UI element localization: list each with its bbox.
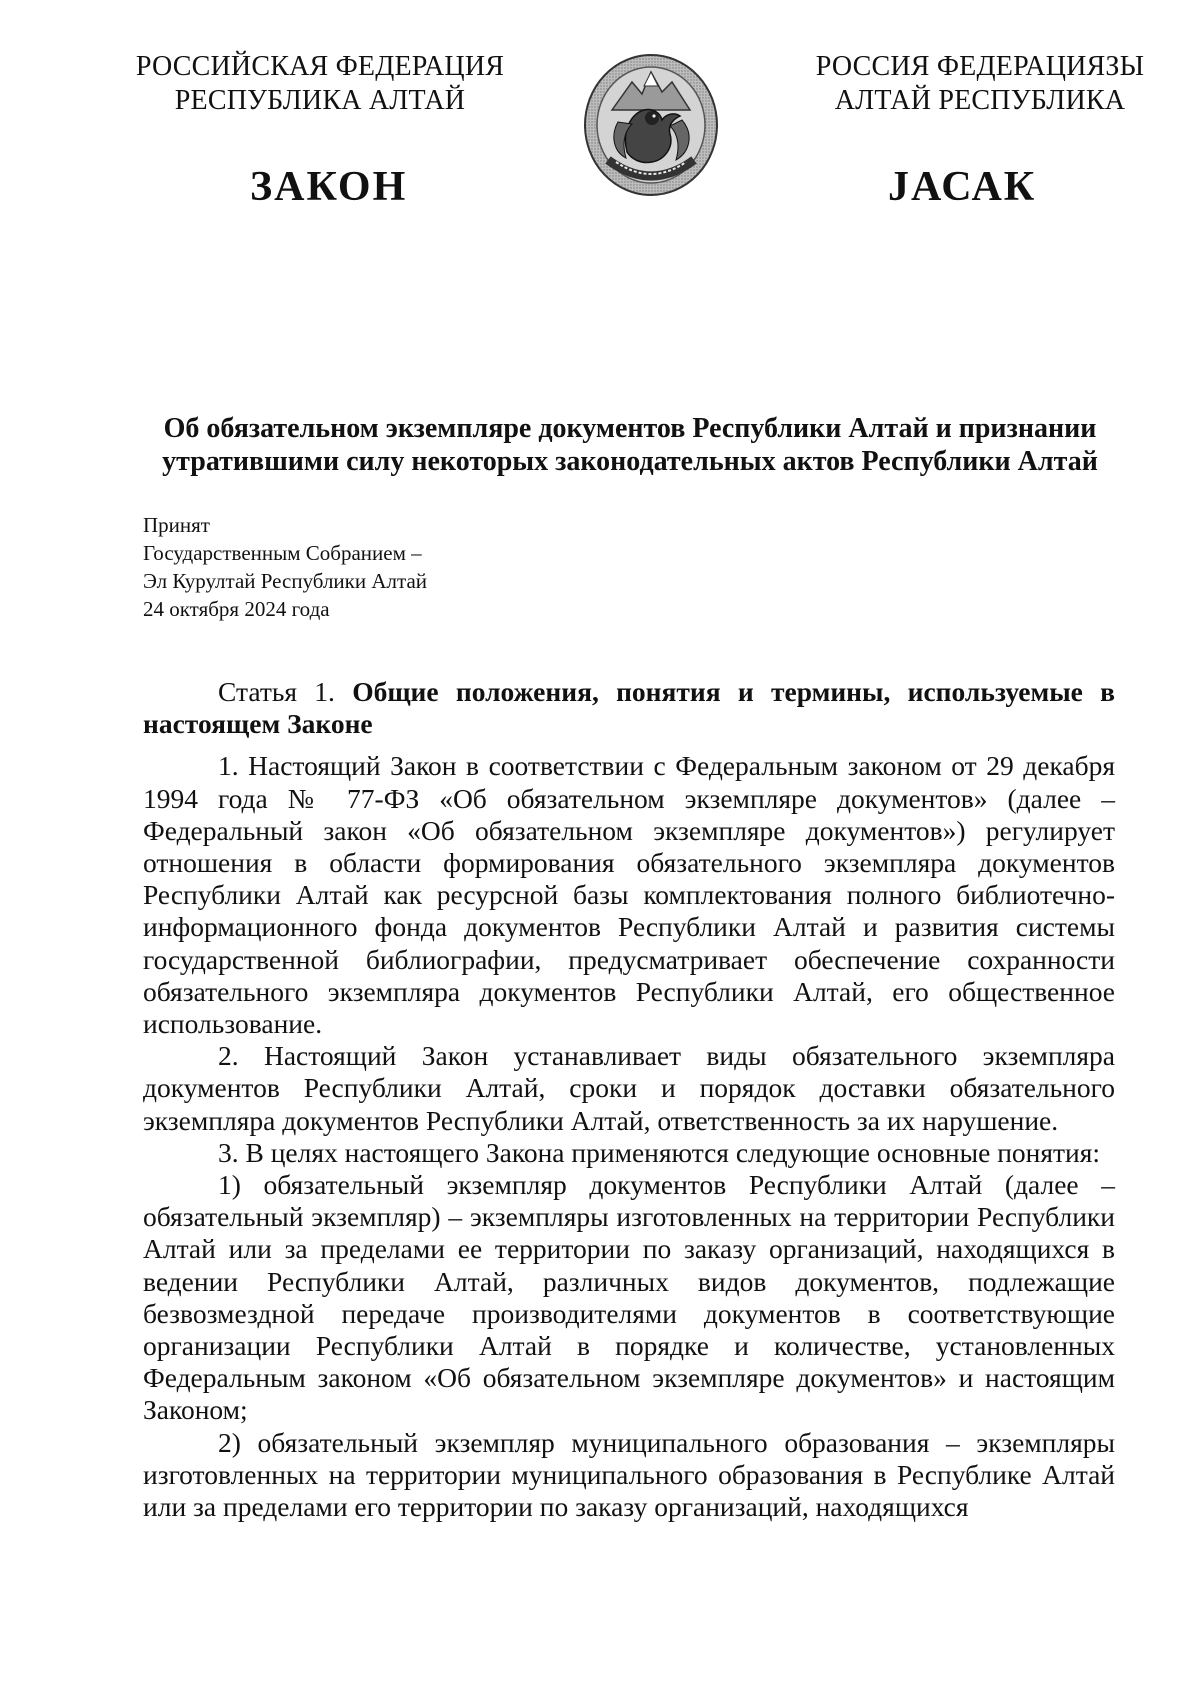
article-heading bbox=[143, 676, 1115, 740]
paragraph-1: 1. Настоящий Закон в соответствии с Федеральным законом от 29 декабря 1994 года № 77-ФЗ «Об обязательном экземпляре документов» (далее – Федеральный закон «Об обязательном экземпляре документов») регулирует отношения в области формирования обязательного экземпляра документов Республики Алтай как ресурсной базы комплектования полного библиотечно-информационного фонда документов Республики Алтай и развития системы государственной библиографии, предусматривает обеспечение сохранности обязательного экземпляра документов Республики Алтай, его общественное использование. bbox=[143, 750, 1115, 1040]
header-left-line-2: РЕСПУБЛИКА АЛТАЙ bbox=[174, 85, 466, 116]
document-title bbox=[140, 412, 1120, 478]
paragraph-3-item-1: 1) обязательный экземпляр документов Республики Алтай (далее – обязательный экземпляр) – экземпляры изготовленных на территории Республики Алтай или за пределами ее территории по заказу организаций, находящихся в ведении Республики Алтай, различных видов документов, подлежащие безвозмездной передаче производителями документов в соответствующие организации Республики Алтай в порядке и количестве, установленных Федеральным законом «Об обязательном экземпляре документов» и настоящим Законом; bbox=[143, 1169, 1115, 1426]
coat-of-arms-icon bbox=[582, 52, 720, 198]
paragraph-3-item-2: 2) обязательный экземпляр муниципального образования – экземпляры изготовленных на территории муниципального образования в Республике Алтай или за пределами его территории по заказу организаций, находящихся bbox=[143, 1426, 1115, 1523]
paragraph-3: 3. В целях настоящего Закона применяются следующие основные понятия: bbox=[218, 1136, 1101, 1168]
adoption-block bbox=[143, 511, 427, 623]
adoption-line-2: Государственным Собранием – bbox=[143, 541, 422, 565]
header-right-line-1: РОССИЯ ФЕДЕРАЦИЯЗЫ bbox=[815, 51, 1145, 82]
adoption-line-1: Принят bbox=[143, 513, 210, 537]
adoption-date: 24 октября 2024 года bbox=[143, 597, 330, 621]
header-left-line-1: РОССИЙСКАЯ ФЕДЕРАЦИЯ bbox=[135, 51, 505, 82]
header-left bbox=[110, 50, 530, 118]
header-right bbox=[770, 50, 1190, 118]
law-title-russian: ЗАКОН bbox=[250, 164, 408, 210]
article-title: Общие положения, понятия и термины, используемые в настоящем Законе bbox=[143, 676, 1115, 740]
article-label: Статья 1. bbox=[218, 676, 335, 707]
header-right-line-2: АЛТАЙ РЕСПУБЛИКА bbox=[834, 85, 1126, 116]
adoption-line-3: Эл Курултай Республики Алтай bbox=[143, 569, 428, 593]
paragraph-2: 2. Настоящий Закон устанавливает виды обязательного экземпляра документов Республики Алтай, сроки и порядок доставки обязательного экземпляра документов Республики Алтай, ответственность за их нарушение. bbox=[143, 1040, 1115, 1136]
document-title-line-2: утратившими силу некоторых законодательных актов Республики Алтай bbox=[162, 446, 1098, 477]
document-body bbox=[143, 676, 1115, 1523]
law-title-altai: ЈАСАК bbox=[888, 164, 1037, 210]
document-title-line-1: Об обязательном экземпляре документов Республики Алтай и признании bbox=[163, 413, 1097, 444]
